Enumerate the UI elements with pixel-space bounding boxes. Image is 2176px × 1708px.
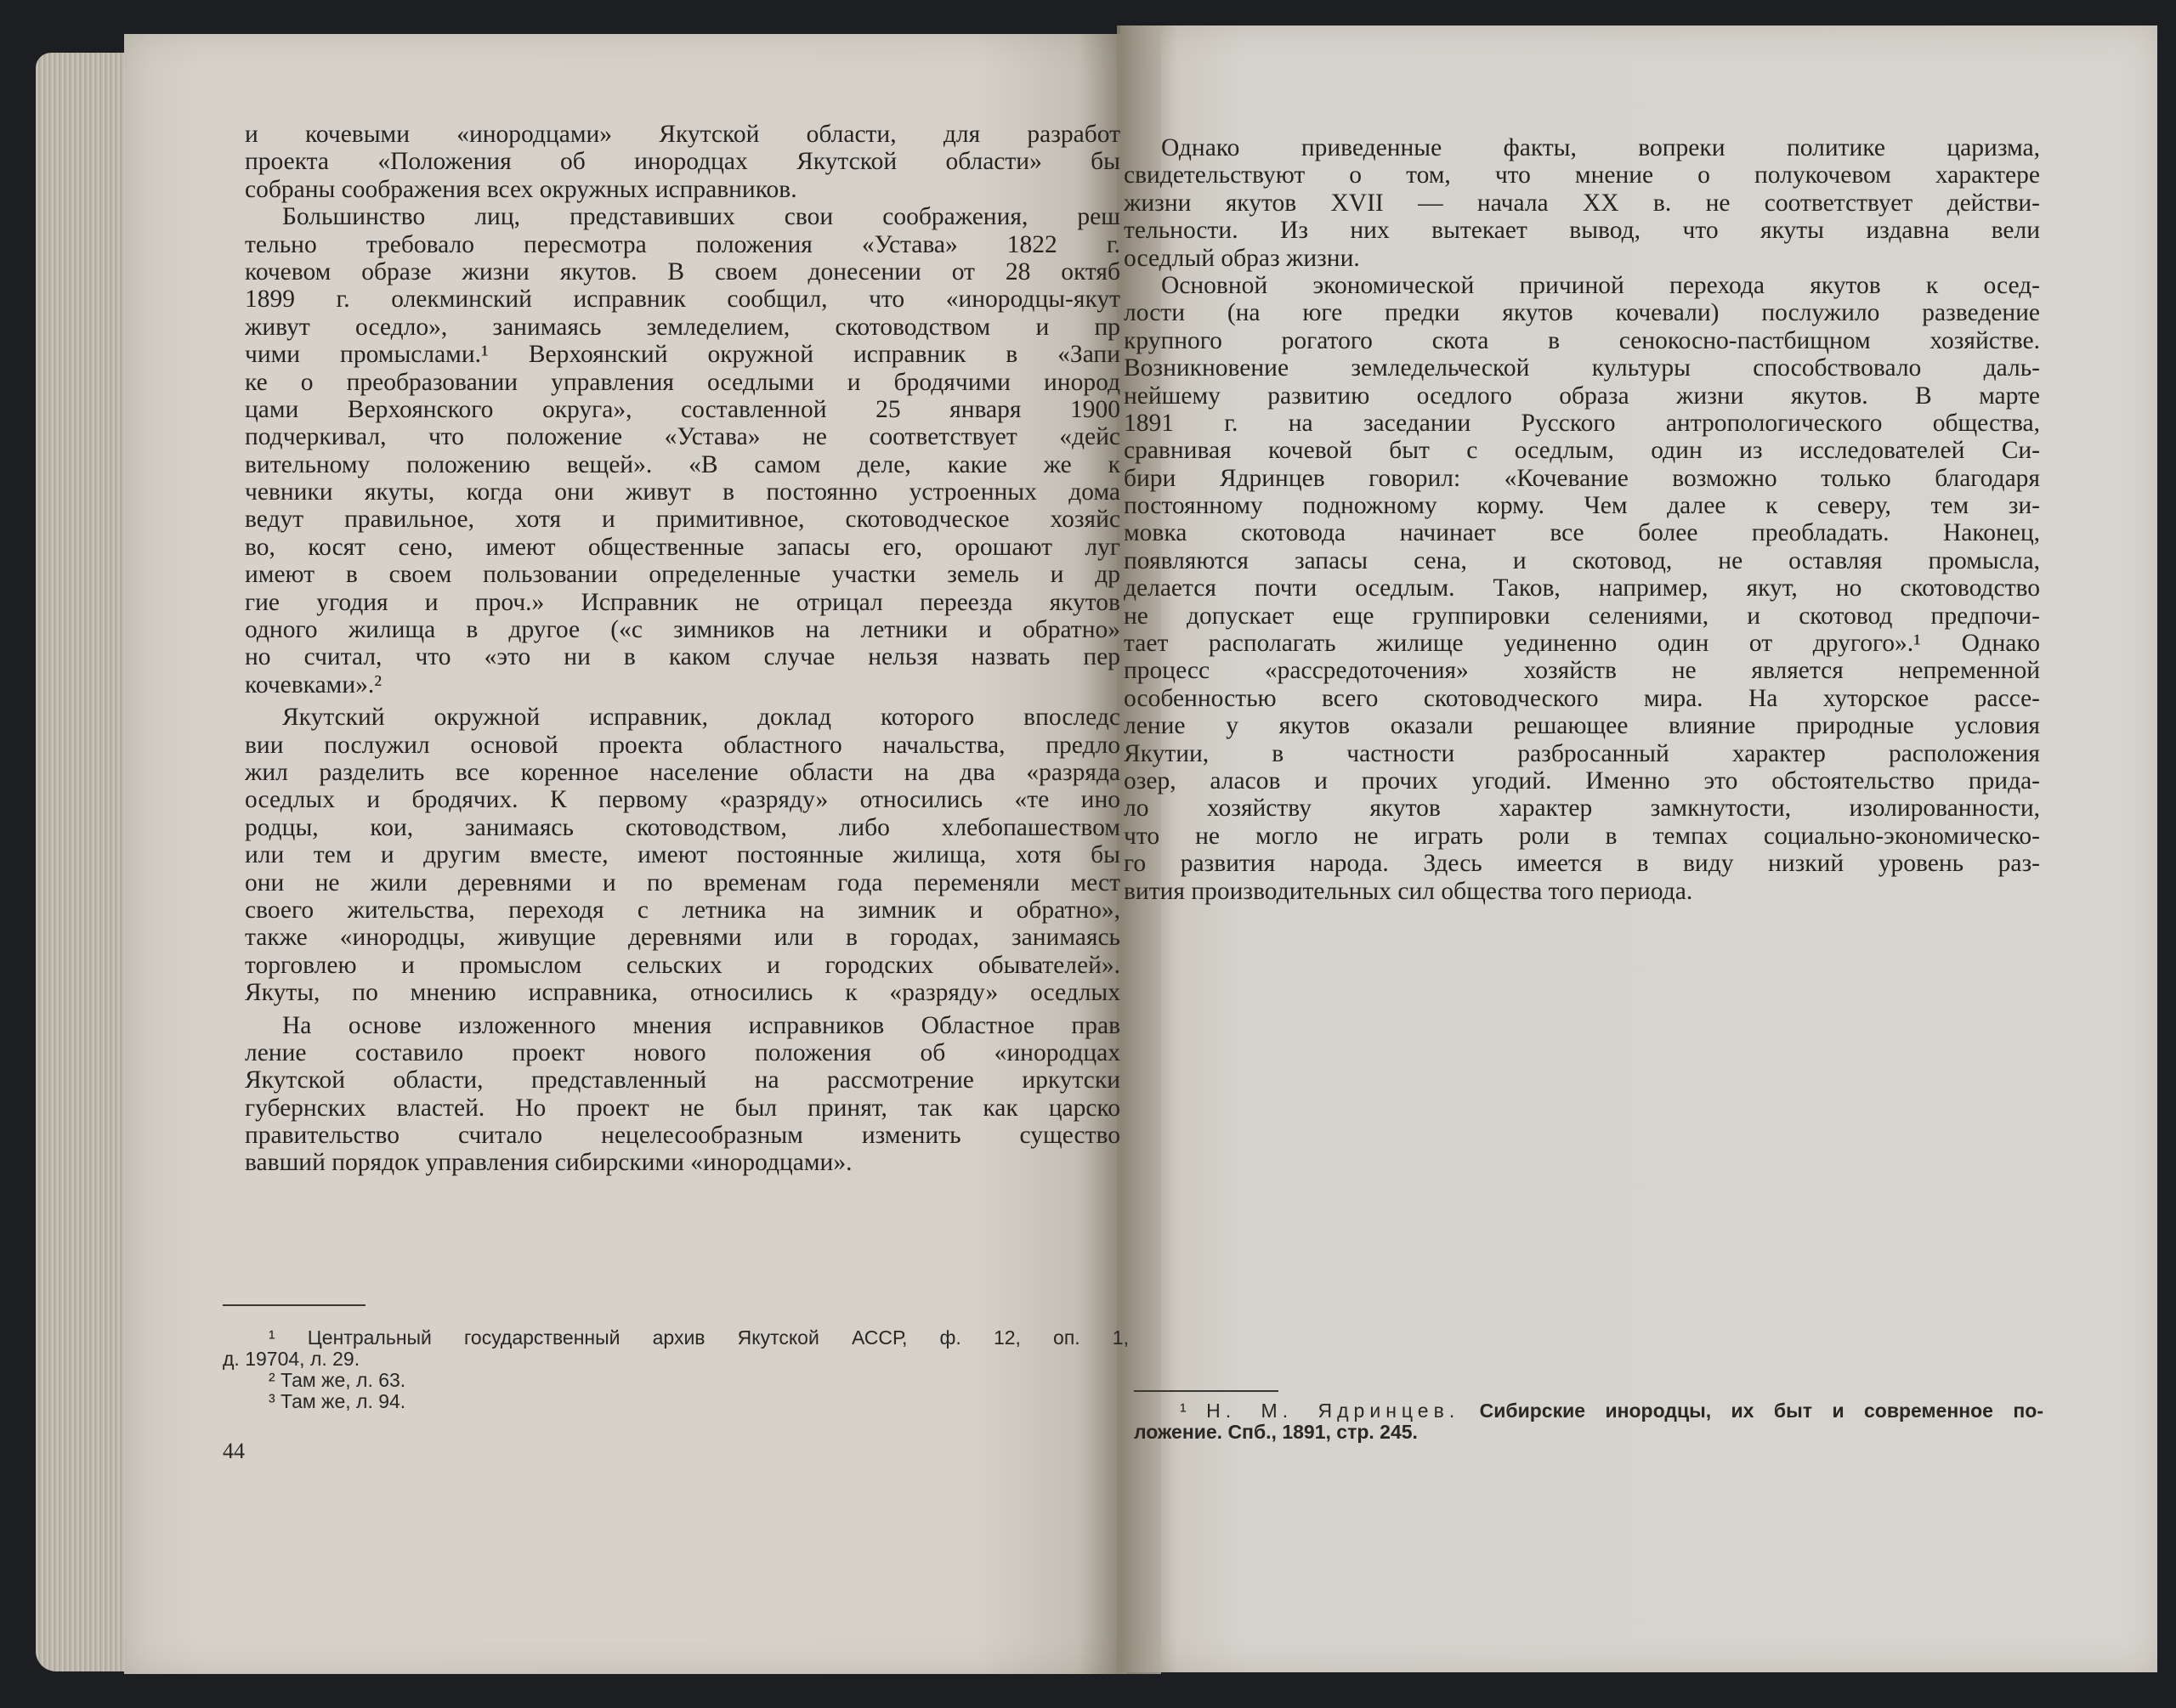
left-text-line: или тем и другим вместе, имеют постоянные жилища, хотя бы — [245, 841, 1120, 869]
left-text-line: Большинство лиц, представивших свои соображения, реш — [282, 203, 1120, 231]
right-text-line: мовка скотовода начинает все более преобладать. Наконец, — [1124, 519, 2040, 547]
page-edge-stack — [36, 53, 131, 1671]
left-text-line: проекта «Положения об инородцах Якутской области» бы — [245, 148, 1120, 176]
left-text-line: собраны соображения всех окружных исправников. — [245, 175, 797, 203]
left-text-line: тельно требовало пересмотра положения «Устава» 1822 г. — [245, 230, 1120, 258]
left-text-line: ведут правильное, хотя и примитивное, скотоводческое хозяйс — [245, 506, 1120, 534]
left-text-line: Якутской области, представленный на рассмотрение иркутски — [245, 1066, 1120, 1094]
right-text-line: крупного рогатого скота в сенокосно-пастбищном хозяйстве. — [1124, 326, 2040, 354]
left-text-line: кочевками».² — [245, 670, 382, 698]
left-text-line: своего жительства, переходя с летника на зимник и обратно», — [245, 896, 1120, 924]
left-text-line: они не жили деревнями и по временам года переменяли мест — [245, 868, 1120, 896]
left-text-line: На основе изложенного мнения исправников Областное прав — [282, 1011, 1120, 1039]
right-text-line: озер, аласов и прочих угодий. Именно это обстоятельство прида- — [1124, 766, 2040, 795]
right-text-line: Возникновение земледельческой культуры способствовало даль- — [1124, 354, 2040, 382]
right-text-line: Якутии, в частности разбросанный характер расположения — [1124, 739, 2040, 767]
right-text-line: ление у якутов оказали решающее влияние природные условия — [1124, 712, 2040, 740]
footnote-marker: ¹ — [1180, 1400, 1187, 1422]
footnote-title: Сибирские инородцы, их быт и современное по- — [1479, 1400, 2043, 1422]
right-text-line: сравнивая кочевой быт с оседлым, один из исследователей Си- — [1124, 437, 2040, 465]
left-text-line: ление составило проект нового положения об «инородцах — [245, 1038, 1120, 1066]
left-text-line: Якутский окружной исправник, доклад которого впоследс — [282, 704, 1120, 732]
right-text-line: свидетельствуют о том, что мнение о полукочевом характере — [1124, 161, 2040, 189]
footnote-author: Н. М. Ядринцев. — [1206, 1400, 1460, 1422]
left-text-line: губернских властей. Но проект не был принят, так как царско — [245, 1094, 1120, 1122]
left-footnote-line: д. 19704, л. 29. — [223, 1349, 360, 1370]
left-text-line: ке о преобразовании управления оседлыми и бродячими инород — [245, 368, 1120, 396]
left-text-line: Якуты, по мнению исправника, относились к «разряду» оседлых — [245, 979, 1120, 1007]
left-text-line: 1899 г. олекминский исправник сообщил, что «инородцы-якут — [245, 286, 1120, 314]
left-text-line: и кочевыми «инородцами» Якутской области, для разработ — [245, 121, 1120, 148]
left-text-line: но считал, что «это ни в каком случае нельзя назвать пер — [245, 643, 1120, 671]
right-text-line: что не могло не играть роли в темпах социально-экономическо- — [1124, 822, 2040, 850]
left-text-line: чевники якуты, когда они живут в постоянно устроенных дома — [245, 478, 1120, 506]
left-text-line: торговлею и промыслом сельских и городских обывателей». — [245, 951, 1120, 979]
right-text-line: процесс «рассредоточения» хозяйств не является непременной — [1124, 657, 2040, 685]
left-text-line: подчеркивал, что положение «Устава» не соответствует «дейс — [245, 423, 1120, 451]
right-text-line: Однако приведенные факты, вопреки политике царизма, — [1161, 134, 2040, 161]
right-text-line: появляются запасы сена, и скотовод, не оставляя промысла, — [1124, 546, 2040, 574]
left-text-line: оседлых и бродячих. К первому «разряду» относились «те ино — [245, 786, 1120, 814]
right-text-line: тельности. Из них вытекает вывод, что якуты издавна вели — [1124, 217, 2040, 245]
left-footnote-line: ² Там же, л. 63. — [269, 1370, 406, 1391]
left-page-body-text — [245, 121, 1120, 1177]
right-text-line: особенностью всего скотоводческого мира. На хуторское рассе- — [1124, 684, 2040, 712]
left-text-line: живут оседло», занимаясь земледелием, скотоводством и пр — [245, 313, 1120, 341]
left-text-line: чими промыслами.¹ Верхоянский окружной исправник в «Запи — [245, 341, 1120, 369]
right-text-line: постоянному подножному корму. Чем далее к северу, тем зи- — [1124, 492, 2040, 520]
right-text-line: вития производительных сил общества того периода. — [1124, 877, 1693, 905]
right-text-line: го развития народа. Здесь имеется в виду низкий уровень раз- — [1124, 850, 2040, 878]
right-text-line: нейшему развитию оседлого образа жизни якутов. В марте — [1124, 382, 2040, 410]
right-text-line: 1891 г. на заседании Русского антропологического общества, — [1124, 409, 2040, 437]
right-text-line: лости (на юге предки якутов кочевали) послужило разведение — [1124, 299, 2040, 327]
left-footnote-line: ¹ Центральный государственный архив Якутской АССР, ф. 12, оп. 1, — [269, 1327, 1129, 1349]
right-text-line: делается почти оседлым. Таков, например, якут, но скотоводство — [1124, 574, 2040, 602]
right-footnote-line-2: ложение. Спб., 1891, стр. 245. — [1134, 1422, 1418, 1443]
right-page-body-text — [1124, 134, 2040, 905]
left-footnote-line: ³ Там же, л. 94. — [269, 1391, 406, 1412]
left-text-line: вавший порядок управления сибирскими «инородцами». — [245, 1149, 853, 1177]
right-footnotes — [1134, 1400, 2043, 1443]
right-text-line: оседлый образ жизни. — [1124, 244, 1360, 272]
left-footnote-rule — [223, 1304, 366, 1306]
left-text-line: цами Верхоянского округа», составленной 25 января 1900 — [245, 395, 1120, 423]
right-text-line: не допускает еще группировки селениями, и скотовод предпочи- — [1124, 602, 2040, 630]
right-text-line: ло хозяйству якутов характер замкнутости, изолированности, — [1124, 795, 2040, 823]
left-text-line: имеют в своем пользовании определенные участки земель и др — [245, 561, 1120, 589]
left-text-line: во, косят сено, имеют общественные запасы его, орошают луг — [245, 533, 1120, 561]
right-text-line: Основной экономической причиной перехода якутов к осед- — [1161, 271, 2040, 299]
left-text-line: вительному положению вещей». «В самом деле, какие же к — [245, 450, 1120, 478]
right-text-line: жизни якутов XVII — начала XX в. не соответствует действи- — [1124, 189, 2040, 217]
right-text-line: тает располагать жилище уединенно один от другого».¹ Однако — [1124, 630, 2040, 658]
right-footnote-line-1 — [1134, 1400, 2043, 1422]
left-text-line: родцы, кои, занимаясь скотоводством, либо хлебопашеством — [245, 813, 1120, 841]
left-text-line: гие угодия и проч.» Исправник не отрицал переезда якутов — [245, 588, 1120, 616]
left-text-line: также «инородцы, живущие деревнями или в городах, занимаясь — [245, 924, 1120, 952]
left-text-line: жил разделить все коренное население области на два «разряда — [245, 758, 1120, 786]
right-footnote-rule — [1134, 1390, 1278, 1392]
left-text-line: правительство считало нецелесообразным изменить существо — [245, 1122, 1120, 1150]
left-text-line: одного жилища в другое («с зимников на летники и обратно» — [245, 616, 1120, 644]
page-number: 44 — [223, 1439, 245, 1463]
left-text-line: вии послужил основой проекта областного начальства, предло — [245, 731, 1120, 759]
left-footnotes — [223, 1327, 1129, 1412]
right-text-line: бири Ядринцев говорил: «Кочевание возможно только благодаря — [1124, 464, 2040, 492]
left-text-line: кочевом образе жизни якутов. В своем донесении от 28 октяб — [245, 257, 1120, 286]
